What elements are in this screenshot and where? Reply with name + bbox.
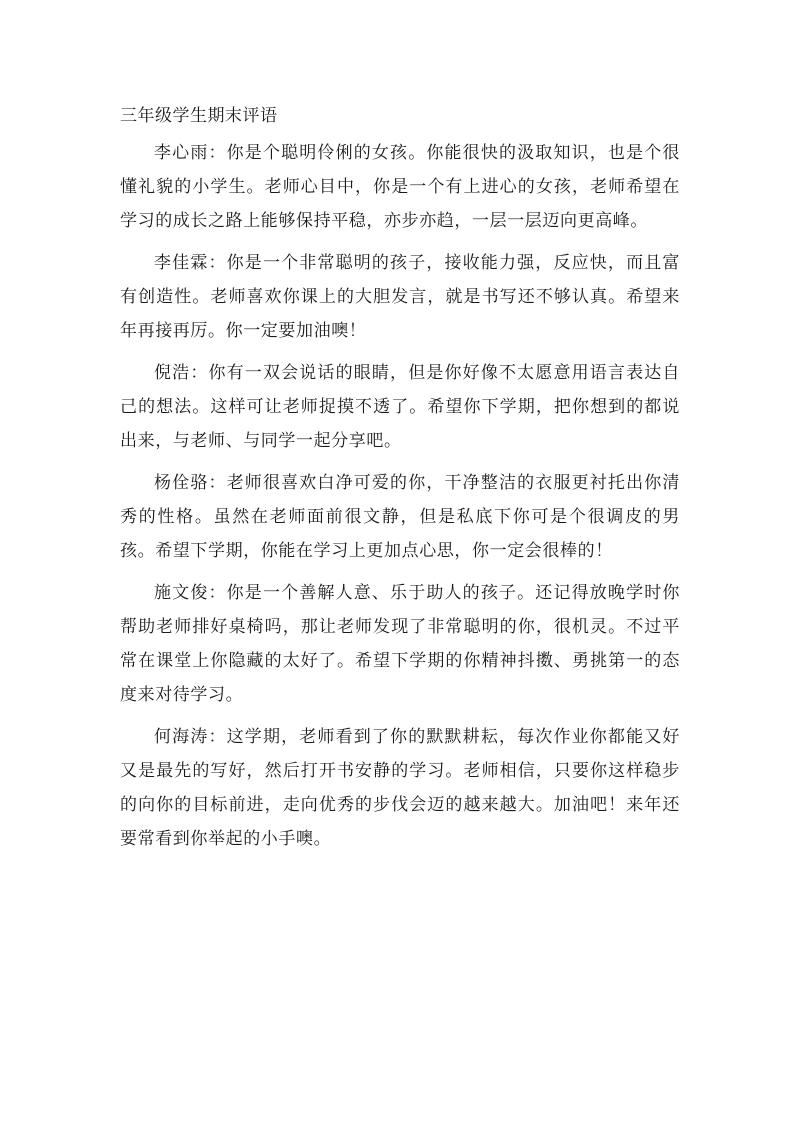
student-comment-he-haitao: 何海涛：这学期，老师看到了你的默默耕耘，每次作业你都能又好又是最先的写好，然后打开书安静的学习。老师相信，只要你这样稳步的向你的目标前进，走向优秀的步伐会迈的越来越大。加油吧！来年还要常看到你举起的小手噢。 (120, 727, 680, 849)
document-content (120, 100, 680, 864)
student-comment-ni-hao: 倪浩：你有一双会说话的眼睛，但是你好像不太愿意用语言表达自己的想法。这样可让老师捉摸不透了。希望你下学期，把你想到的都说出来，与老师、与同学一起分享吧。 (120, 363, 680, 451)
document-title: 三年级学生期末评语 (120, 106, 278, 126)
student-comment-shi-wenjun: 施文俊：你是一个善解人意、乐于助人的孩子。还记得放晚学时你帮助老师排好桌椅吗，那让老师发现了非常聪明的你，很机灵。不过平常在课堂上你隐藏的太好了。希望下学期的你精神抖擞、勇挑第一的态度来对待学习。 (120, 583, 680, 705)
student-comment-yang-quanluo: 杨佺骆：老师很喜欢白净可爱的你，干净整洁的衣服更衬托出你清秀的性格。虽然在老师面前很文静，但是私底下你可是个很调皮的男孩。希望下学期，你能在学习上更加点心思，你一定会很棒的！ (120, 473, 680, 561)
student-comment-li-xinyu: 李心雨：你是个聪明伶俐的女孩。你能很快的汲取知识，也是个很懂礼貌的小学生。老师心目中，你是一个有上进心的女孩，老师希望在学习的成长之路上能够保持平稳，亦步亦趋，一层一层迈向更高峰。 (120, 143, 680, 231)
student-comment-li-jialin: 李佳霖：你是一个非常聪明的孩子，接收能力强，反应快，而且富有创造性。老师喜欢你课上的大胆发言，就是书写还不够认真。希望来年再接再厉。你一定要加油噢！ (120, 253, 680, 341)
